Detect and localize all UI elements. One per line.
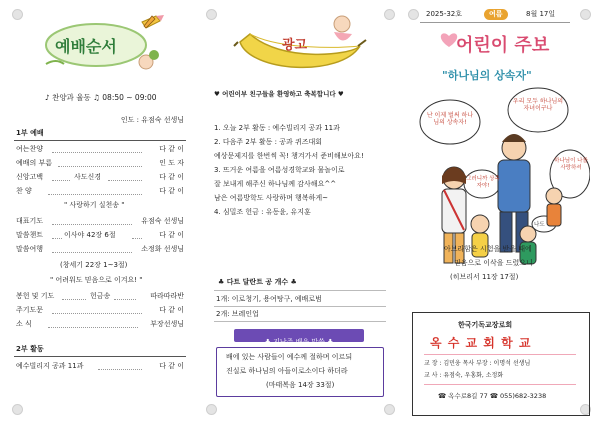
punch-hole (206, 404, 217, 415)
order-item-value: 다 같 이 (159, 173, 184, 181)
punch-hole (206, 9, 217, 20)
divider (14, 356, 186, 357)
divider (424, 384, 576, 385)
speech-bubble: 우리 모두 하나님의 자녀이구나 (512, 98, 564, 112)
punch-hole (408, 9, 419, 20)
order-item-mid: 이사야 42장 6절 (64, 231, 116, 239)
notice-line: 남은 여름방학도 사랑하며 행복하게~ (214, 194, 328, 202)
worship-order-panel (0, 0, 200, 424)
notice-line: 4. 심밀조 헌금 : 유동윤, 유지훈 (214, 208, 311, 216)
order-item-value: 다 같 이 (159, 145, 184, 153)
divider (14, 140, 186, 141)
order-item-label: 봉헌 및 기도 (16, 292, 55, 300)
notice-line: 1. 오늘 2부 활동 : 예수빌리지 공과 11과 (214, 124, 340, 132)
verse-line: 배에 있는 사람들이 예수께 절하며 이르되 (226, 353, 353, 361)
order-item-value: 소정화 선생님 (141, 245, 184, 253)
scripture-ref: (창세기 22장 1~3절) (60, 261, 128, 269)
headline: "하나님의 상속자" (442, 69, 532, 82)
issue-number: 2025-32호 (426, 10, 463, 18)
order-item-value: 유점숙 선생님 (141, 217, 184, 225)
verse-ref: (마태복음 14장 33절) (266, 381, 335, 389)
order-item-label: 예배의 부름 (16, 159, 53, 167)
speech-bubble: 나도 (534, 222, 545, 228)
welcome-line: ♥ 어린이부 친구들을 환영하고 축복합니다 ♥ (214, 90, 344, 98)
cover-panel (400, 0, 600, 424)
section-service-title: 1부 예배 (16, 129, 44, 137)
verse-title-pill (234, 329, 364, 346)
song-title: " 어려워도 믿음으로 이겨요! " (50, 276, 143, 284)
notice-line: 3. 뜨거운 여름을 여름성경학교와 물놀이로 (214, 166, 345, 174)
punch-hole (580, 9, 591, 20)
section-activity-title: 2부 활동 (16, 345, 44, 353)
contact-line: ☎ 옥수로8길 77 ☎ 055)682-3238 (438, 392, 547, 400)
notice-line: 2. 다음주 2부 활동 : 공과 퀴즈대회 (214, 138, 322, 146)
order-item-value: 다 같 이 (159, 231, 184, 239)
punch-hole (12, 9, 23, 20)
order-item-mid: 사도신경 (74, 173, 102, 181)
caption-line: (히브리서 11장 17절) (450, 273, 519, 281)
worship-order-title: 예배순서 (55, 37, 117, 56)
divider (420, 22, 570, 23)
order-item-label: 말씀여행 (16, 245, 44, 253)
order-item-label: 대표기도 (16, 217, 44, 225)
talent-line: 2개: 브레인업 (216, 310, 259, 318)
leader-line: 인도 : 유점숙 선생님 (120, 116, 184, 124)
brand-logo: 어린이 주보 (456, 35, 550, 56)
punch-hole (384, 9, 395, 20)
verse-line: 진실로 하나님의 아들이로소이다 하더라 (226, 367, 348, 375)
order-item-value: 인 도 자 (159, 159, 184, 167)
pencil-icon (142, 14, 156, 28)
divider (424, 354, 576, 355)
talent-line: 1개: 이로청기, 용여탕구, 예배로범 (216, 295, 322, 303)
motto-text: " 사랑하기 실천송 " (64, 201, 125, 209)
order-item-label: 주기도문 (16, 306, 44, 314)
caption-line: 아브라함은 시험을 받을 때에 (444, 245, 532, 253)
announcement-title: 광고 (282, 38, 308, 53)
announcement-panel (200, 0, 400, 424)
order-item-label: 신앙고백 (16, 173, 44, 181)
order-item-value: 다 같 이 (159, 306, 184, 314)
order-item-label: 말씀챈트 (16, 231, 44, 239)
order-item-label: 소 식 (16, 320, 32, 328)
order-item-value: 따라따라반 (150, 292, 184, 300)
punch-hole (12, 404, 23, 415)
order-item-label: 찬 양 (16, 187, 32, 195)
divider (214, 306, 386, 307)
order-item-value: 부장선생님 (150, 320, 184, 328)
order-item-mid: 헌금송 (90, 292, 111, 300)
order-item-label: 예수빌리지 공과 11과 (16, 362, 84, 370)
order-item-value: 다 같 이 (159, 362, 184, 370)
notice-line: 예상문제지를 한번씩 꼭! 챙겨가서 준비해보아요! (214, 152, 364, 160)
church-school-name: 옥 수 교 회 학 교 (430, 336, 532, 350)
punch-hole (384, 404, 395, 415)
staff-line: 교 장 : 김민웅 목사 부장 : 이명석 선생님 (424, 360, 531, 367)
season-tag: 여름 (484, 9, 508, 20)
denomination: 한국기독교장로회 (458, 321, 513, 329)
speech-bubble: 하나님이 나를 사랑하셔 (554, 158, 588, 171)
caption-line: 믿음으로 이삭을 드렸으니 (454, 259, 533, 267)
divider (214, 321, 386, 322)
speech-bubble: 그러니까 상속자야! (466, 176, 500, 189)
praise-time: ♪ 찬양과 율동 ♫ 08:50 ~ 09:00 (45, 93, 157, 102)
staff-line: 교 사 : 유점숙, 우홍화, 소정화 (424, 372, 504, 379)
talent-title: ♣ 다트 달란트 공 개수 ♣ (218, 278, 297, 286)
order-item-value: 다 같 이 (159, 187, 184, 195)
notice-line: 잘 보내게 해주신 하나님께 감사해요^^ (214, 180, 337, 188)
divider (214, 290, 386, 291)
issue-date: 8월 17일 (526, 10, 556, 18)
order-item-label: 여는찬양 (16, 145, 44, 153)
speech-bubble: 난 이제 벌써 하나님의 상속자! (426, 112, 474, 126)
verse-title: ♣ 지난주 배운 말씀 ♣ (264, 338, 334, 346)
